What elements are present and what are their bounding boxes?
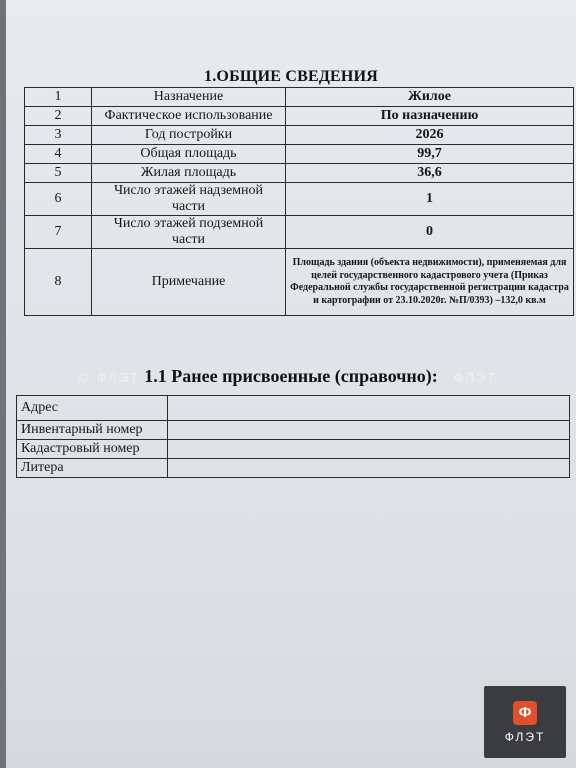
table-row [25, 164, 574, 183]
row-label: Жилая площадь [92, 164, 286, 183]
row-label: Литера [17, 459, 168, 478]
table-row [25, 183, 574, 216]
logo-f-icon: ⊙ [78, 370, 91, 385]
row-label: Число этажей подземной части [92, 216, 286, 249]
row-number: 5 [25, 164, 92, 183]
row-number: 3 [25, 126, 92, 145]
row-label: Общая площадь [92, 145, 286, 164]
row-number: 8 [25, 249, 92, 316]
row-label: Кадастровый номер [17, 440, 168, 459]
row-label: Число этажей надземной части [92, 183, 286, 216]
row-value: 2026 [286, 126, 574, 145]
row-number: 7 [25, 216, 92, 249]
note-text: Площадь здания (объекта недвижимости), применяемая для целей государственного кадастрового учета (Приказ Федеральной службы государственной регистрации кадастра и картографии от 23.10.2020г. №П/0393) –132,0 кв.м [286, 249, 574, 316]
table-row [25, 216, 574, 249]
brand-logo [484, 686, 566, 758]
row-label: Инвентарный номер [17, 421, 168, 440]
table-row [17, 440, 570, 459]
section-subtitle: 1.1 Ранее присвоенные (справочно): [144, 366, 438, 386]
row-number: 4 [25, 145, 92, 164]
table-row [25, 88, 574, 107]
table-row [25, 126, 574, 145]
table-row [17, 396, 570, 421]
row-value [168, 396, 570, 421]
row-value: По назначению [286, 107, 574, 126]
general-info-table [24, 87, 574, 316]
table-row [25, 107, 574, 126]
row-value: 99,7 [286, 145, 574, 164]
row-value: 0 [286, 216, 574, 249]
row-value [168, 459, 570, 478]
table-row [17, 459, 570, 478]
row-label: Год постройки [92, 126, 286, 145]
row-value [168, 421, 570, 440]
row-value: Жилое [286, 88, 574, 107]
row-label: Примечание [92, 249, 286, 316]
section-title: 1.ОБЩИЕ СВЕДЕНИЯ [204, 68, 378, 85]
document-page [6, 0, 576, 768]
row-number: 2 [25, 107, 92, 126]
table-row-note [25, 249, 574, 316]
row-value [168, 440, 570, 459]
row-label: Назначение [92, 88, 286, 107]
table-row [17, 421, 570, 440]
logo-f-icon: Ф [513, 701, 537, 725]
previous-ids-table [16, 395, 570, 478]
row-number: 6 [25, 183, 92, 216]
row-label: Адрес [17, 396, 168, 421]
table-row [25, 145, 574, 164]
row-value: 36,6 [286, 164, 574, 183]
row-label: Фактическое использование [92, 107, 286, 126]
brand-text: ФЛЭТ [504, 729, 546, 744]
row-value: 1 [286, 183, 574, 216]
row-number: 1 [25, 88, 92, 107]
watermark-text: ФЛЭТ [96, 370, 140, 385]
watermark-text: ФЛЭТ [454, 370, 498, 385]
